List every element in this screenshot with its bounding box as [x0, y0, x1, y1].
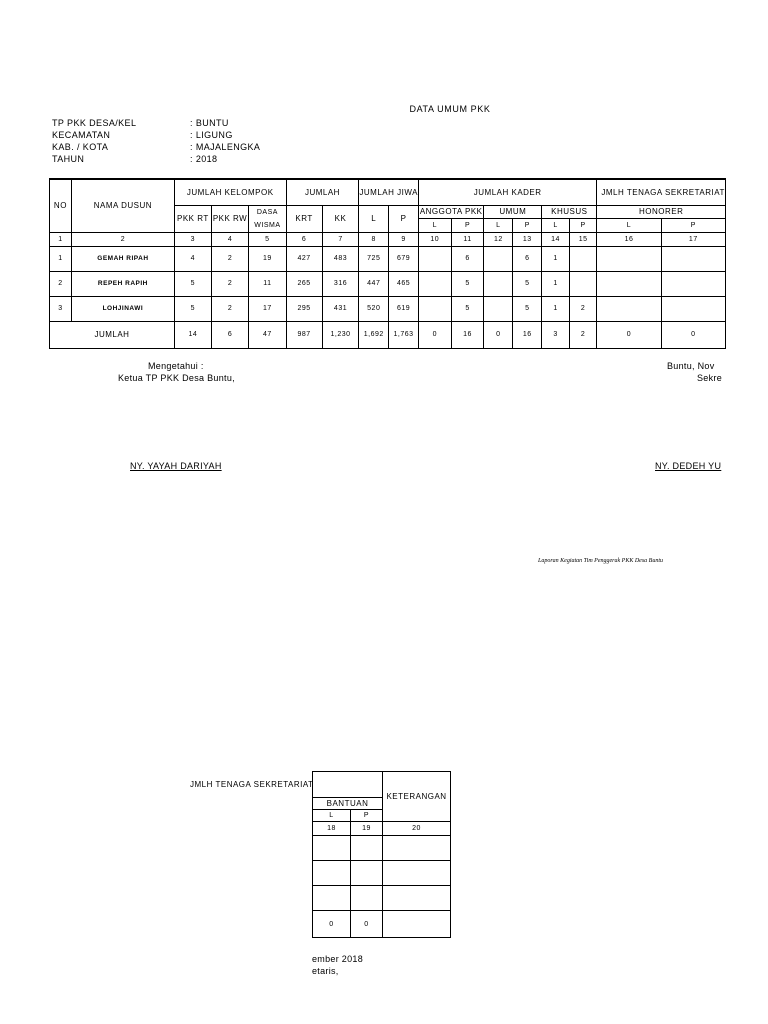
cell-pkk-rt: 5 [174, 271, 211, 296]
cell-umum-p: 5 [513, 271, 542, 296]
total-pkk-rw: 6 [211, 321, 248, 348]
cell-khusus-l: 1 [542, 246, 570, 271]
col-number: 8 [359, 232, 389, 246]
col-number: 15 [569, 232, 597, 246]
row-no: 1 [50, 246, 72, 271]
col-number: 9 [389, 232, 419, 246]
cell-khusus-l: 1 [542, 271, 570, 296]
total-keterangan [383, 911, 451, 938]
col-number: 19 [351, 822, 383, 836]
total-row [50, 321, 726, 348]
col-number: 11 [451, 232, 484, 246]
header-dasa: DASA [256, 208, 278, 216]
table-row [313, 886, 451, 911]
col-number: 6 [286, 232, 322, 246]
cell-honorer-l [597, 246, 661, 271]
header-sub-l: L [313, 810, 351, 822]
total-jiwa-l: 1,692 [359, 321, 389, 348]
header-jumlah-kelompok: JUMLAH KELOMPOK [174, 179, 286, 205]
cell-dasa-wisma: 19 [249, 246, 286, 271]
cell-khusus-p: 2 [569, 296, 597, 321]
cell-pkk-rw: 2 [211, 271, 248, 296]
col-number: 16 [597, 232, 661, 246]
cell-anggota-l [418, 246, 451, 271]
header-sub-p: P [569, 219, 597, 233]
row-no: 3 [50, 296, 72, 321]
header-jumlah-jiwa: JUMLAH JIWA [359, 179, 419, 205]
cell-bantuan-p [351, 836, 383, 861]
total-anggota-p: 16 [451, 321, 484, 348]
cell-jiwa-l: 520 [359, 296, 389, 321]
total-umum-p: 16 [513, 321, 542, 348]
continuation-table [190, 771, 451, 938]
cell-jiwa-l: 447 [359, 271, 389, 296]
total-khusus-p: 2 [569, 321, 597, 348]
cell-jiwa-p: 465 [389, 271, 419, 296]
header-sekretariat-text: JMLH TENAGA SEKRETARIAT [190, 780, 314, 789]
meta-value: : 2018 [190, 153, 217, 165]
date-continuation: ember 2018 [312, 954, 364, 964]
cell-anggota-l [418, 271, 451, 296]
header-keterangan: KETERANGAN [383, 772, 451, 822]
cell-honorer-p [661, 246, 725, 271]
sekretaris-continuation: etaris, [312, 966, 339, 976]
header-pkk-rw: PKK RW [211, 205, 248, 232]
cell-umum-l [484, 246, 513, 271]
col-number: 17 [661, 232, 725, 246]
cell-jiwa-p: 619 [389, 296, 419, 321]
cell-dasa-wisma: 11 [249, 271, 286, 296]
total-row [313, 911, 451, 938]
cell-anggota-p: 5 [451, 296, 484, 321]
meta-label: KECAMATAN [52, 130, 111, 140]
header-sub-p: P [661, 219, 725, 233]
cell-krt: 295 [286, 296, 322, 321]
header-jiwa-p: P [389, 205, 419, 232]
cell-umum-p: 6 [513, 246, 542, 271]
col-number: 4 [211, 232, 248, 246]
cell-kk: 483 [322, 246, 359, 271]
cell-umum-l [484, 271, 513, 296]
cell-keterangan [383, 836, 451, 861]
cell-honorer-l [597, 296, 661, 321]
header-dasa-wisma [249, 205, 286, 232]
meta-value: : LIGUNG [190, 129, 233, 141]
total-honorer-p: 0 [661, 321, 725, 348]
cell-bantuan-l [313, 861, 351, 886]
header-jiwa-l: L [359, 205, 389, 232]
document-title: DATA UMUM PKK [409, 104, 491, 114]
header-jmlh-tenaga: JMLH TENAGA SEKRETARIAT [597, 179, 726, 205]
cell-keterangan [383, 886, 451, 911]
cell-bantuan-l [313, 886, 351, 911]
header-anggota-pkk: ANGGOTA PKK [418, 205, 484, 219]
col-number: 13 [513, 232, 542, 246]
header-honorer: HONORER [597, 205, 726, 219]
cell-kk: 431 [322, 296, 359, 321]
cell-honorer-p [661, 271, 725, 296]
col-number: 20 [383, 822, 451, 836]
total-bantuan-l: 0 [313, 911, 351, 938]
cell-pkk-rw: 2 [211, 246, 248, 271]
cell-keterangan [383, 861, 451, 886]
row-nama-dusun: LOHJINAWI [71, 296, 174, 321]
cell-umum-l [484, 296, 513, 321]
total-bantuan-p: 0 [351, 911, 383, 938]
cell-krt: 265 [286, 271, 322, 296]
total-anggota-l: 0 [418, 321, 451, 348]
col-number: 1 [50, 232, 72, 246]
col-number: 12 [484, 232, 513, 246]
cell-honorer-p [661, 296, 725, 321]
column-number-row [50, 232, 726, 246]
sekretaris-name-right: NY. DEDEH YU [655, 461, 722, 471]
row-no: 2 [50, 271, 72, 296]
cell-pkk-rt: 5 [174, 296, 211, 321]
col-number: 3 [174, 232, 211, 246]
total-kk: 1,230 [322, 321, 359, 348]
cell-honorer-l [597, 271, 661, 296]
meta-value: : BUNTU [190, 117, 229, 129]
cell-anggota-l [418, 296, 451, 321]
header-jumlah: JUMLAH [286, 179, 359, 205]
table-row [313, 836, 451, 861]
col-number: 14 [542, 232, 570, 246]
header-khusus: KHUSUS [542, 205, 597, 219]
header-kk: KK [322, 205, 359, 232]
cell-pkk-rt: 4 [174, 246, 211, 271]
total-pkk-rt: 14 [174, 321, 211, 348]
header-jumlah-kader: JUMLAH KADER [418, 179, 596, 205]
total-umum-l: 0 [484, 321, 513, 348]
total-krt: 987 [286, 321, 322, 348]
row-nama-dusun: REPEH RAPIH [71, 271, 174, 296]
header-bantuan: BANTUAN [313, 798, 383, 810]
cell-jiwa-p: 679 [389, 246, 419, 271]
meta-value: : MAJALENGKA [190, 141, 260, 153]
cell-krt: 427 [286, 246, 322, 271]
header-krt: KRT [286, 205, 322, 232]
meta-label: KAB. / KOTA [52, 142, 109, 152]
header-nama-dusun: NAMA DUSUN [71, 179, 174, 232]
col-number: 10 [418, 232, 451, 246]
mengetahui-label: Mengetahui : [148, 361, 204, 371]
header-wisma: WISMA [254, 221, 281, 229]
total-honorer-l: 0 [597, 321, 661, 348]
cell-bantuan-p [351, 861, 383, 886]
row-nama-dusun: GEMAH RIPAH [71, 246, 174, 271]
cell-umum-p: 5 [513, 296, 542, 321]
col-number: 5 [249, 232, 286, 246]
cell-jiwa-l: 725 [359, 246, 389, 271]
header-sub-p: P [513, 219, 542, 233]
table-row [50, 246, 726, 271]
header-umum: UMUM [484, 205, 542, 219]
cell-pkk-rw: 2 [211, 296, 248, 321]
header-sub-l: L [597, 219, 661, 233]
table-row [313, 861, 451, 886]
total-khusus-l: 3 [542, 321, 570, 348]
ketua-name: NY. YAYAH DARIYAH [130, 461, 222, 471]
sekretaris-right: Sekre [697, 373, 723, 383]
meta-label: TP PKK DESA/KEL [52, 118, 137, 128]
cell-anggota-p: 5 [451, 271, 484, 296]
col-number: 2 [71, 232, 174, 246]
cell-kk: 316 [322, 271, 359, 296]
header-no: NO [50, 179, 72, 232]
header-sekretariat-cont [190, 772, 383, 798]
header-sub-l: L [484, 219, 513, 233]
table-row [50, 271, 726, 296]
header-sub-p: P [351, 810, 383, 822]
total-jiwa-p: 1,763 [389, 321, 419, 348]
cell-bantuan-l [313, 836, 351, 861]
header-pkk-rt: PKK RT [174, 205, 211, 232]
total-label: JUMLAH [50, 321, 175, 348]
header-sub-l: L [542, 219, 570, 233]
cell-dasa-wisma: 17 [249, 296, 286, 321]
footer-note: Laporan Kegiatan Tim Penggerak PKK Desa Buntu [538, 558, 663, 564]
header-sub-p: P [451, 219, 484, 233]
meta-label: TAHUN [52, 154, 85, 164]
date-right: Buntu, Nov [667, 361, 715, 371]
col-number: 18 [313, 822, 351, 836]
cell-khusus-p [569, 246, 597, 271]
cell-bantuan-p [351, 886, 383, 911]
ketua-title: Ketua TP PKK Desa Buntu, [118, 373, 235, 383]
table-row [50, 296, 726, 321]
cell-khusus-p [569, 271, 597, 296]
header-sub-l: L [418, 219, 451, 233]
total-dasa-wisma: 47 [249, 321, 286, 348]
cell-anggota-p: 6 [451, 246, 484, 271]
col-number: 7 [322, 232, 359, 246]
cell-khusus-l: 1 [542, 296, 570, 321]
data-table [49, 178, 726, 349]
